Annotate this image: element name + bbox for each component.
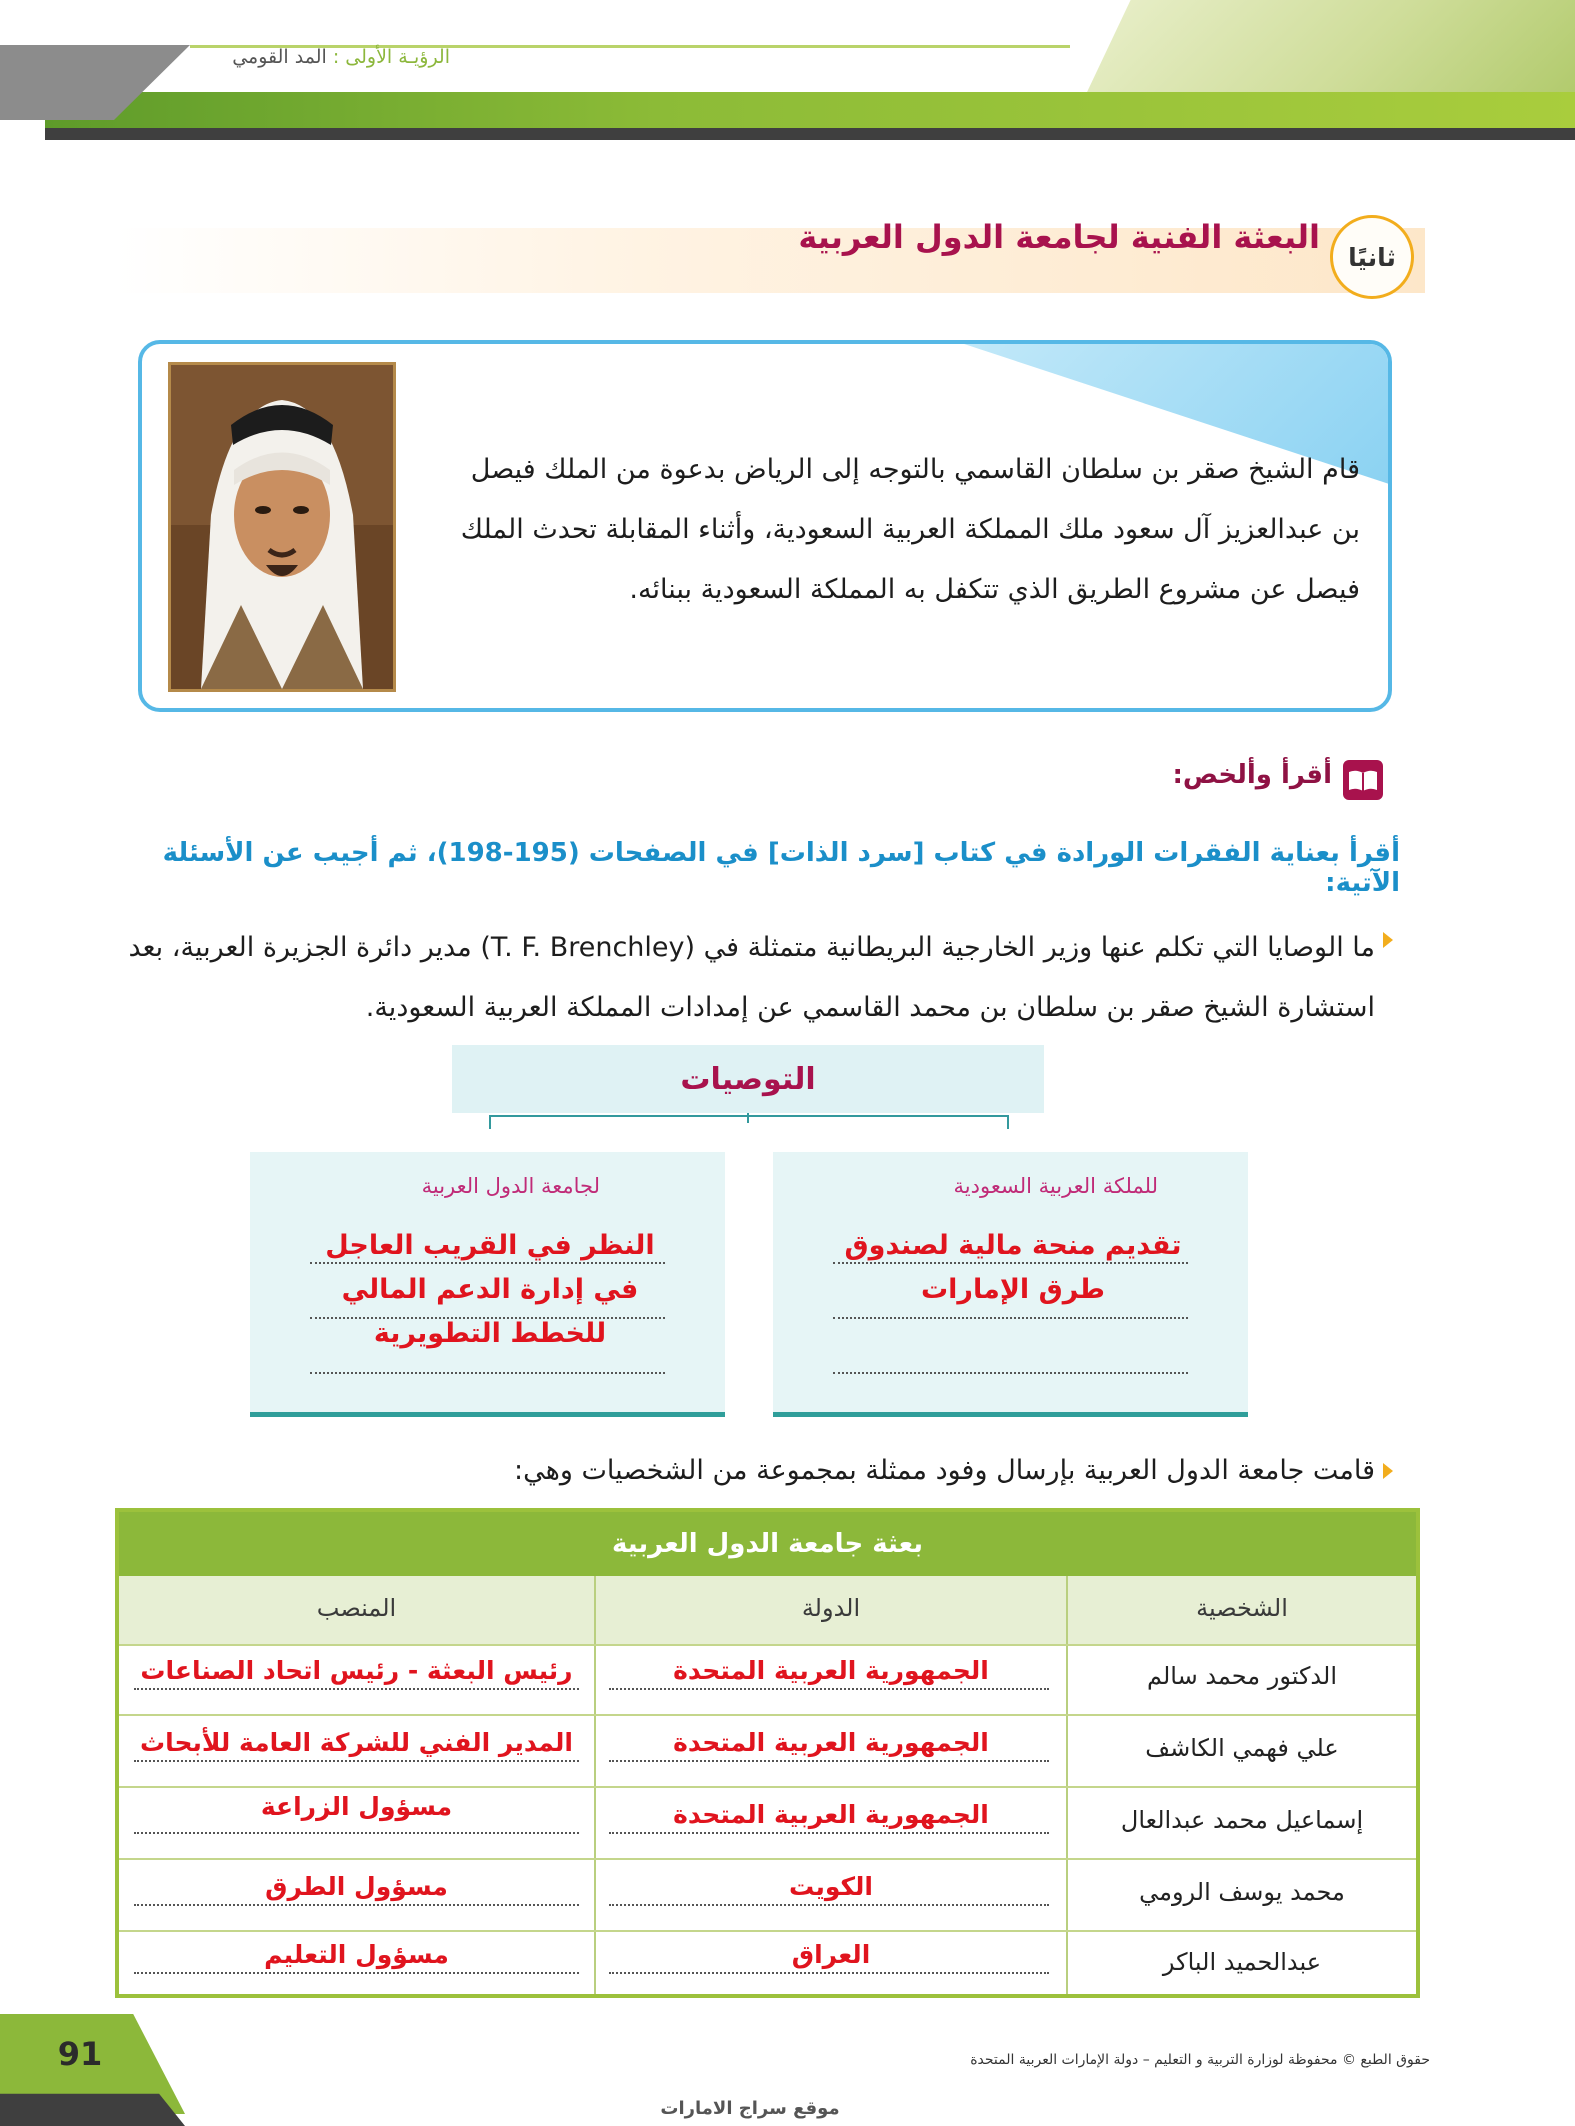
header-green-band (45, 92, 1575, 130)
diagram-connector (489, 1115, 1009, 1129)
row-divider (119, 1930, 1416, 1932)
row-divider (119, 1786, 1416, 1788)
portrait-illustration (171, 365, 393, 689)
diagram-connector-stem (747, 1113, 749, 1123)
table-cell-position[interactable]: مسؤول الزراعة (260, 1792, 453, 1821)
table-cell-person: إسماعيل محمد عبدالعال (1120, 1806, 1364, 1834)
table-cell-country[interactable]: الكويت (788, 1872, 874, 1901)
answer-line (134, 1688, 579, 1690)
answer-line (609, 1688, 1049, 1690)
section-title: البعثة الفنية لجامعة الدول العربية (798, 218, 1320, 256)
row-divider (119, 1644, 1416, 1646)
table-title: بعثة جامعة الدول العربية (119, 1512, 1416, 1576)
question-2: قامت جامعة الدول العربية بإرسال وفود ممثلة بمجموعة من الشخصيات وهي: (514, 1455, 1375, 1486)
header-dark-band (45, 128, 1575, 140)
page-number: 91 (57, 2035, 103, 2073)
recommendation-answer-saudi[interactable]: تقديم منحة مالية لصندوق طرق الإمارات (844, 1230, 1182, 1305)
read-summarize-title: أقرأ وألخص: (1172, 760, 1332, 790)
answer-line (609, 1972, 1049, 1974)
portrait-photo (168, 362, 396, 692)
table-cell-position[interactable]: المدير الفني للشركة العامة للأبحاث (139, 1728, 574, 1757)
answer-line (134, 1832, 579, 1834)
table-cell-country[interactable]: العراق (791, 1940, 871, 1969)
site-watermark: موقع سراج الامارات (660, 2098, 840, 2119)
bullet-icon (1383, 932, 1393, 948)
info-card-text: قام الشيخ صقر بن سلطان القاسمي بالتوجه إلى الرياض بدعوة من الملك فيصل بن عبدالعزيز آل سعود ملك المملكة العربية السعودية، وأثناء المقابلة تحدث الملك فيصل عن مشروع الطريق الذي تتكفل به المملكة السعودية ببنائه. (460, 454, 1360, 605)
column-header-person: الشخصية (1196, 1594, 1288, 1622)
table-cell-person: علي فهمي الكاشف (1145, 1734, 1339, 1762)
row-divider (119, 1858, 1416, 1860)
answer-line (134, 1904, 579, 1906)
column-header-position: المنصب (316, 1594, 397, 1622)
row-divider (119, 1714, 1416, 1716)
table-cell-position[interactable]: مسؤول الطرق (265, 1872, 448, 1901)
table-cell-person: الدكتور محمد سالم (1146, 1662, 1338, 1690)
answer-line (833, 1317, 1188, 1319)
table-cell-person: عبدالحميد الباكر (1162, 1948, 1322, 1976)
answer-line (134, 1760, 579, 1762)
recommendation-box-league (250, 1152, 725, 1417)
copyright-text: حقوق الطبع © محفوظة لوزارة التربية و التعليم – دولة الإمارات العربية المتحدة (970, 2052, 1430, 2068)
recommendation-label-league: لجامعة الدول العربية (421, 1174, 600, 1198)
recommendations-title: التوصيات (452, 1045, 1044, 1113)
answer-line (609, 1832, 1049, 1834)
column-header-country: الدولة (801, 1594, 861, 1622)
question-1: ما الوصايا التي تكلم عنها وزير الخارجية البريطانية متمثلة في (T. F. Brenchley) مدير دائرة الجزيرة العربية، بعد استشارة الشيخ صقر بن سلطان بن محمد القاسمي عن إمدادات المملكة العربية السعودية. (128, 932, 1375, 1023)
breadcrumb (0, 46, 450, 68)
answer-line (134, 1972, 579, 1974)
table-cell-person: محمد يوسف الرومي (1139, 1878, 1345, 1906)
answer-line (833, 1372, 1188, 1374)
delegation-table (115, 1508, 1420, 1998)
recommendation-answer-league[interactable]: النظر في القريب العاجل في إدارة الدعم المالي للخطط التطويرية (325, 1230, 655, 1349)
table-cell-position[interactable]: رئيس البعثة - رئيس اتحاد الصناعات (140, 1656, 573, 1685)
breadcrumb-unit: الرؤيـة الأولى : (332, 46, 450, 68)
answer-line (310, 1372, 665, 1374)
bullet-icon (1383, 1463, 1393, 1479)
table-cell-country[interactable]: الجمهورية العربية المتحدة (673, 1800, 989, 1829)
recommendation-label-saudi: للملكة العربية السعودية (953, 1174, 1158, 1198)
answer-line (609, 1760, 1049, 1762)
section-number-badge: ثانيًا (1330, 215, 1414, 299)
table-cell-position[interactable]: مسؤول التعليم (264, 1940, 449, 1969)
reading-instruction: أقرأ بعناية الفقرات الورادة في كتاب [سرد الذات] في الصفحات (195-198)، ثم أجيب عن الأسئلة الآتية: (162, 838, 1400, 898)
breadcrumb-lesson: المد القومي (232, 46, 327, 68)
table-cell-country[interactable]: الجمهورية العربية المتحدة (673, 1656, 989, 1685)
table-cell-country[interactable]: الجمهورية العربية المتحدة (673, 1728, 989, 1757)
recommendation-box-saudi (773, 1152, 1248, 1417)
answer-line (609, 1904, 1049, 1906)
book-icon (1343, 760, 1383, 800)
